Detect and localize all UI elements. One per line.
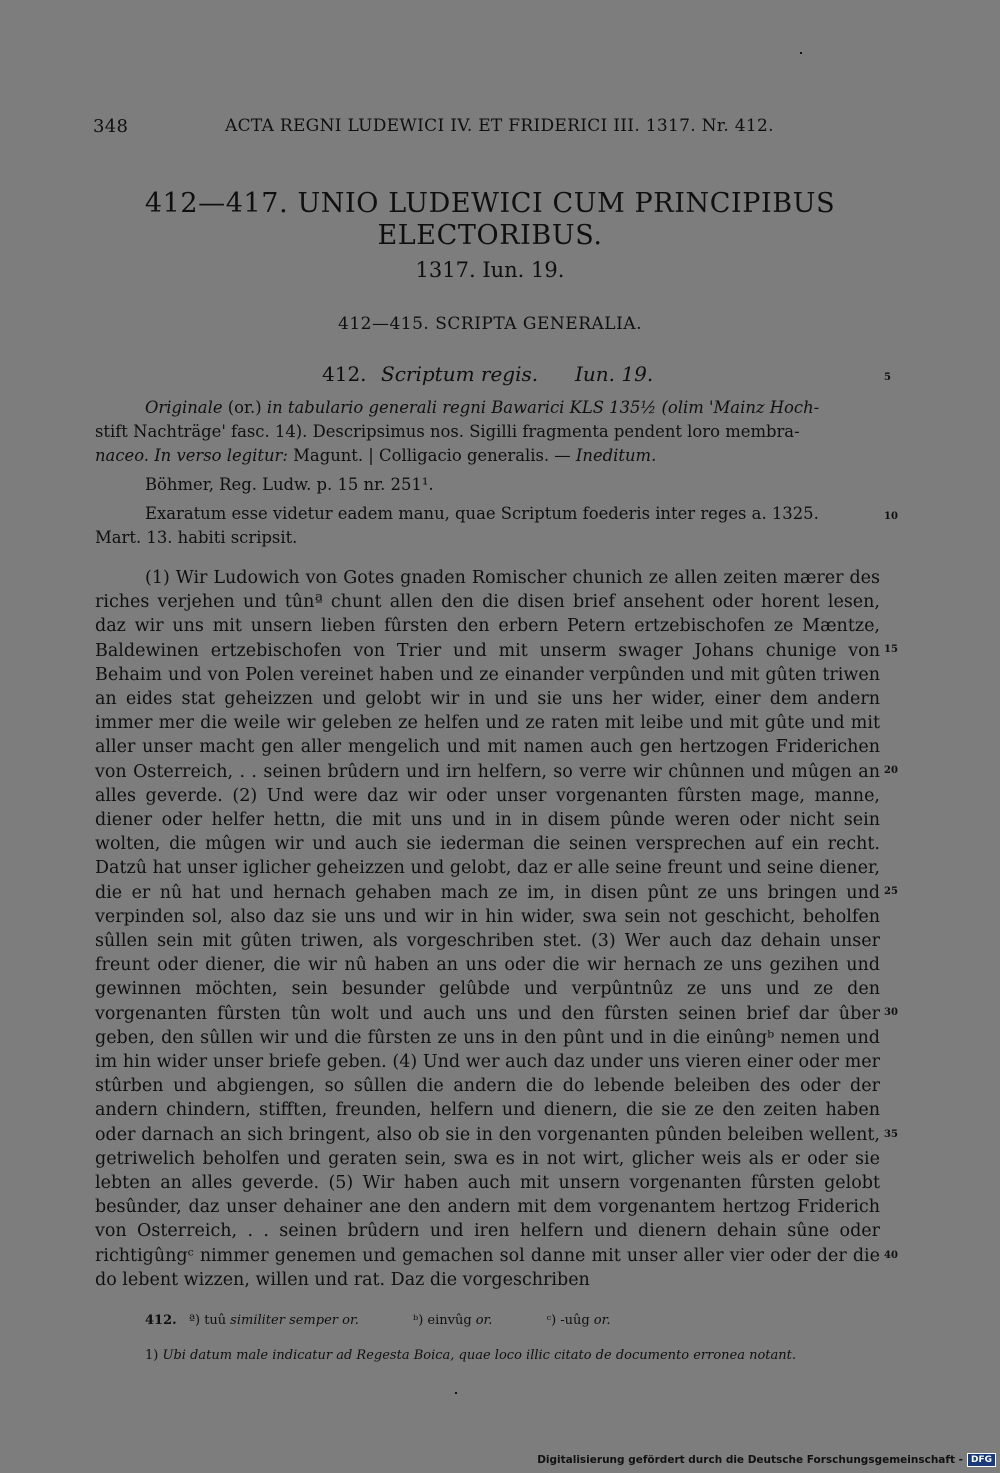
line-number: 35: [884, 1129, 898, 1140]
page-number: 348: [93, 116, 129, 137]
section-date: 1317. Iun. 19.: [415, 258, 565, 282]
originale-note: Originale (or.) in tabulario generali regni Bawarici KLS 135½ (olim 'Mainz Hoch-: [145, 398, 820, 417]
footnote-c: ᶜ) -uûg or.: [546, 1313, 611, 1328]
body-paragraph: (1) Wir Ludowich von Gotes gnaden Romischer chunich ze allen zeiten mærer des riches verjehen und tûnª chunt allen den die disen brief ansehent oder horent lesen, daz wir uns mit unsern lieben fûrsten den erbern Petern ertzebischofen ze Mæntze, Baldewinen ertzebischofen von Trier und mit unserm swager Johans chunige von Behaim und von Polen vereinet haben und ze einander verpûnden und mit gûten triwen an eides stat geheizzen und gelobt wir in und sie uns her wider, einer dem andern immer mer die weile wir geleben ze helfen und ze raten mit leibe und mit gûte und mit aller unser macht gen aller mengelich und mit namen auch gen hertzogen Friderichen von Osterreich, . . seinen brûdern und irn helfern, so verre wir chûnnen und mûgen an alles geverde. (2) Und were daz wir oder unser vorgenanten fûrsten mage, manne, diener oder helfer hettn, die mit uns und in in disem pûnde weren oder nicht sein wolten, die mûgen wir und auch sie iederman die seinen versprechen auf ein recht. Datzû hat unser iglicher geheizzen und gelobt, daz er alle seine freunt und seine diener, die er nû hat und hernach gehaben mach ze im, in disen pûnt ze uns bringen und verpinden sol, also daz sie uns und wir in hin wider, swa sein not geschicht, beholfen sûllen sein mit gûten triwen, als vorgeschriben stet. (3) Wer auch daz dehain unser freunt oder diener, die wir nû haben an uns oder die wir hernach ze uns gezihen und gewinnen möchten, sein besunder gelûbde und verpûntnûz ze uns und ze den vorgenanten fûrsten tûn wolt und auch uns und den fûrsten seinen brief dar ûber geben, den sûllen wir und die fûrsten ze uns in den pûnt und in die einûngᵇ nemen und im hin wider unser briefe geben. (4) Und wer auch daz under uns vieren einer oder mer stûrben und abgiengen, so sûllen die andern die do lebende beleiben des oder der andern chindern, stifften, freunden, helfern und dienern, die sie ze den zeiten haben oder darnach an sich bringent, also ob sie in den vorgenanten pûnden beleiben wellent, getriwelich beholfen und geraten sein, swa es in not wirt, glicher weis als er oder sie lebten an alles geverde. (5) Wir haben auch mit unsern vorgenanten fûrsten gelobt besûnder, daz unser dehainer ane den andern mit dem vorgenantem hertzog Friderich von Osterreich, . . seinen brûdern und iren helfern und dienern dehain sûne oder richtigûngᶜ nimmer genemen und gemachen sol danne mit unser aller vier oder der die do lebent wizzen, willen und rat. Daz die vorgeschriben: [95, 568, 880, 1290]
document-body: [95, 566, 880, 1292]
line-number: 40: [884, 1250, 898, 1261]
footnote-b: ᵇ) einvûg or.: [413, 1313, 493, 1328]
line-number: 15: [884, 644, 898, 655]
originale-note-line-3: naceo. In verso legitur: Magunt. | Colligacio generalis. — Ineditum.: [95, 446, 657, 465]
originale-note-line-2: stift Nachträge' fasc. 14). Descripsimus nos. Sigilli fragmenta pendent loro membra-: [95, 422, 800, 441]
line-number: 30: [884, 1007, 898, 1018]
line-number: 20: [884, 765, 898, 776]
subsection-title: 412—415. SCRIPTA GENERALIA.: [338, 314, 642, 334]
section-title-line-2: ELECTORIBUS.: [377, 220, 603, 251]
section-title: [95, 188, 885, 252]
credit-text: Digitalisierung gefördert durch die Deutsche Forschungsgemeinschaft -: [537, 1454, 963, 1466]
running-title: ACTA REGNI LUDEWICI IV. ET FRIDERICI III. 1317. Nr. 412.: [225, 116, 774, 136]
critical-apparatus: [145, 1313, 880, 1328]
footnote-1: 1) Ubi datum male indicatur ad Regesta Boica, quae loco illic citato de documento erronea notant.: [145, 1348, 796, 1363]
scan-speck: [800, 52, 802, 54]
section-title-line-1: 412—417. UNIO LUDEWICI CUM PRINCIPIBUS: [144, 188, 836, 219]
digitization-credit: [537, 1453, 996, 1467]
document-date: Iun. 19.: [575, 362, 654, 386]
document-title: Scriptum regis.: [381, 362, 539, 386]
exaratum-note: Exaratum esse videtur eadem manu, quae Scriptum foederis inter reges a. 1325.: [145, 504, 819, 523]
line-number: 25: [884, 886, 898, 897]
document-number: 412.: [322, 362, 367, 386]
apparatus-number: 412.: [145, 1313, 177, 1328]
footnote-a: ª) tuû similiter semper or.: [188, 1313, 359, 1328]
scan-speck: [455, 1392, 457, 1394]
dfg-logo: DFG: [967, 1453, 996, 1467]
line-number: 5: [884, 372, 891, 383]
line-number: 10: [884, 511, 898, 522]
exaratum-note-line-2: Mart. 13. habiti scripsit.: [95, 528, 298, 547]
boehmer-reference: Böhmer, Reg. Ludw. p. 15 nr. 251¹.: [145, 475, 434, 494]
